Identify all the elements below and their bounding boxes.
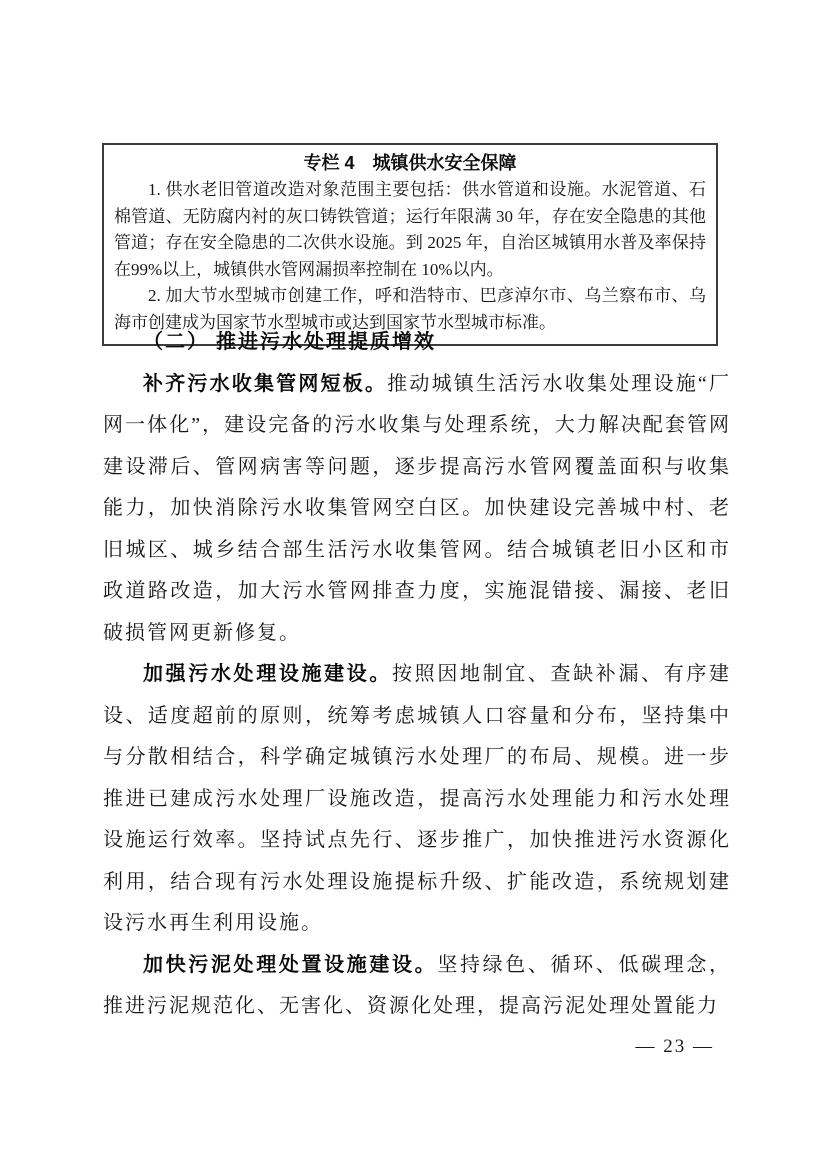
paragraph-2-text: 按照因地制宜、查缺补漏、有序建设、适度超前的原则，统筹考虑城镇人口容量和分布，坚持集中与分散相结合，科学确定城镇污水处理厂的布局、规模。进一步推进已建成污水处理厂设施改造，提高污水处理能力和污水处理设施运行效率。坚持试点先行、逐步推广，加快推进污水资源化利用，结合现有污水处理设施提标升级、扩能改造，系统规划建设污水再生利用设施。 xyxy=(103,663,732,934)
main-text-area xyxy=(103,322,731,1028)
paragraph-2-lead: 加强污水处理设施建设。 xyxy=(143,663,393,685)
callout-box-paragraph-2: 2. 加大节水型城市创建工作，呼和浩特市、巴彦淖尔市、乌兰察布市、乌海市创建成为国家节水型城市或达到国家节水型城市标准。 xyxy=(114,286,706,332)
paragraph-1-lead: 补齐污水收集管网短板。 xyxy=(143,372,388,395)
callout-box xyxy=(102,143,718,346)
section-heading: （二） 推进污水处理提质增效 xyxy=(143,331,436,353)
paragraph-1-text: 推动城镇生活污水收集处理设施“厂网一体化”，建设完备的污水收集与处理系统，大力解决配套管网建设滞后、管网病害等问题，逐步提高污水管网覆盖面积与收集能力，加快消除污水收集管网空白区。加快建设完善城中村、老旧城区、城乡结合部生活污水收集管网。结合城镇老旧小区和市政道路改造，加大污水管网排查力度，实施混错接、漏接、老旧破损管网更新修复。 xyxy=(103,372,731,644)
callout-box-title: 专栏 4 城镇供水安全保障 xyxy=(303,153,517,173)
body-paragraph-2 xyxy=(103,654,731,945)
page-number: — 23 — xyxy=(635,1036,714,1057)
body-paragraph-3 xyxy=(103,945,731,1028)
body-paragraph-1 xyxy=(103,364,731,655)
paragraph-3-lead: 加快污泥处理处置设施建设。 xyxy=(143,953,438,976)
paragraph-3-text: 坚持绿色、循环、低碳理念，推进污泥规范化、无害化、资源化处理，提高污泥处理处置能力 xyxy=(103,953,732,1017)
callout-box-paragraph-1: 1. 供水老旧管道改造对象范围主要包括：供水管道和设施。水泥管道、石棉管道、无防腐内衬的灰口铸铁管道；运行年限满 30 年，存在安全隐患的其他管道；存在安全隐患的二次供水设施。到 2025 年，自治区城镇用水普及率保持在99%以上，城镇供水管网漏损率控制在 10%以内。 xyxy=(114,180,706,279)
